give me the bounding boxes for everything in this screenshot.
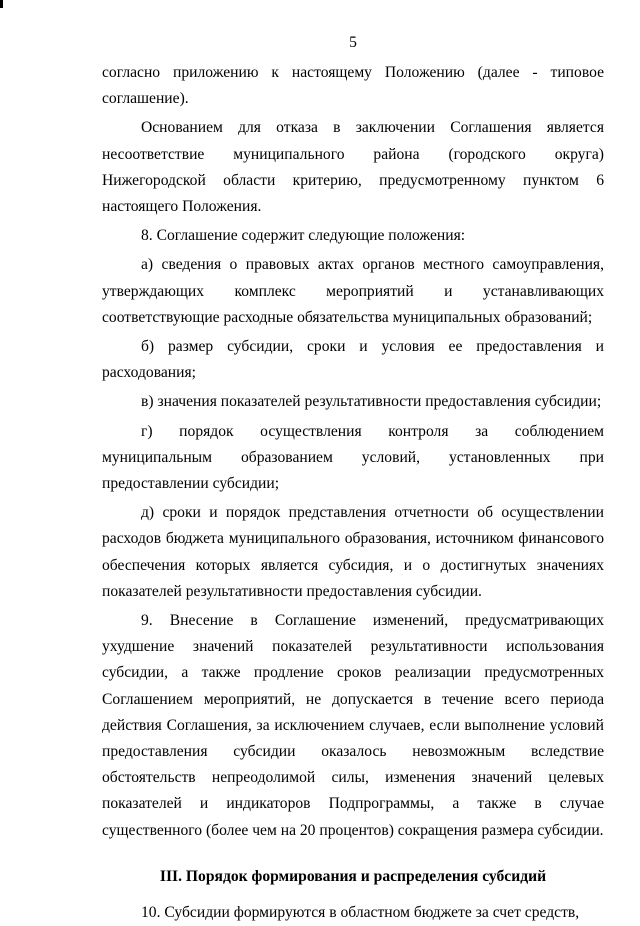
paragraph-item-10: 10. Субсидии формируются в областном бюджете за счет средств, xyxy=(141,904,580,922)
paragraph-item-9: 9. Внесение в Соглашение изменений, предусматривающих ухудшение значений показателей результативности использования субсидии, а также продление сроков реализации предусмотренных Соглашением мероприятий, не допускается в течение всего периода действия Соглашения, за исключением случаев, если выполнение условий предоставления субсидии оказалось невозможным вследствие обстоятельств непреодолимой силы, изменения значений целевых показателей и индикаторов Подпрограммы, а также в случае существенного (более чем на 20 процентов) сокращения размера субсидии. xyxy=(102,612,604,839)
paragraph-item-8: 8. Соглашение содержит следующие положения: xyxy=(141,227,466,245)
list-item-g: г) порядок осуществления контроля за соблюдением муниципальным образованием условий, установленных при предоставлении субсидии; xyxy=(102,422,604,493)
paragraph-refusal-basis: Основанием для отказа в заключении Соглашения является несоответствие муниципального района (городского округа) Нижегородской области критерию, предусмотренному пунктом 6 настоящего Положения. xyxy=(102,119,604,216)
page-number: 5 xyxy=(349,34,357,51)
list-item-a: а) сведения о правовых актах органов местного самоуправления, утверждающих комплекс мероприятий и устанавливающих соответствующие расходные обязательства муниципальных образований; xyxy=(102,256,604,326)
document-body xyxy=(102,60,604,926)
section-heading: III. Порядок формирования и распределения субсидий xyxy=(159,867,547,885)
list-item-b: б) размер субсидии, сроки и условия ее предоставления и расходования; xyxy=(102,338,604,382)
list-item-v: в) значения показателей результативности предоставления субсидии; xyxy=(141,393,602,411)
scan-corner-mark xyxy=(0,0,3,8)
paragraph-continuation: согласно приложению к настоящему Положению (далее - типовое соглашение). xyxy=(102,64,604,108)
list-item-d: д) сроки и порядок представления отчетности об осуществлении расходов бюджета муниципального образования, источником финансового обеспечения которых является субсидия, и о достигнутых значениях показателей результативности предоставления субсидии. xyxy=(102,504,604,600)
